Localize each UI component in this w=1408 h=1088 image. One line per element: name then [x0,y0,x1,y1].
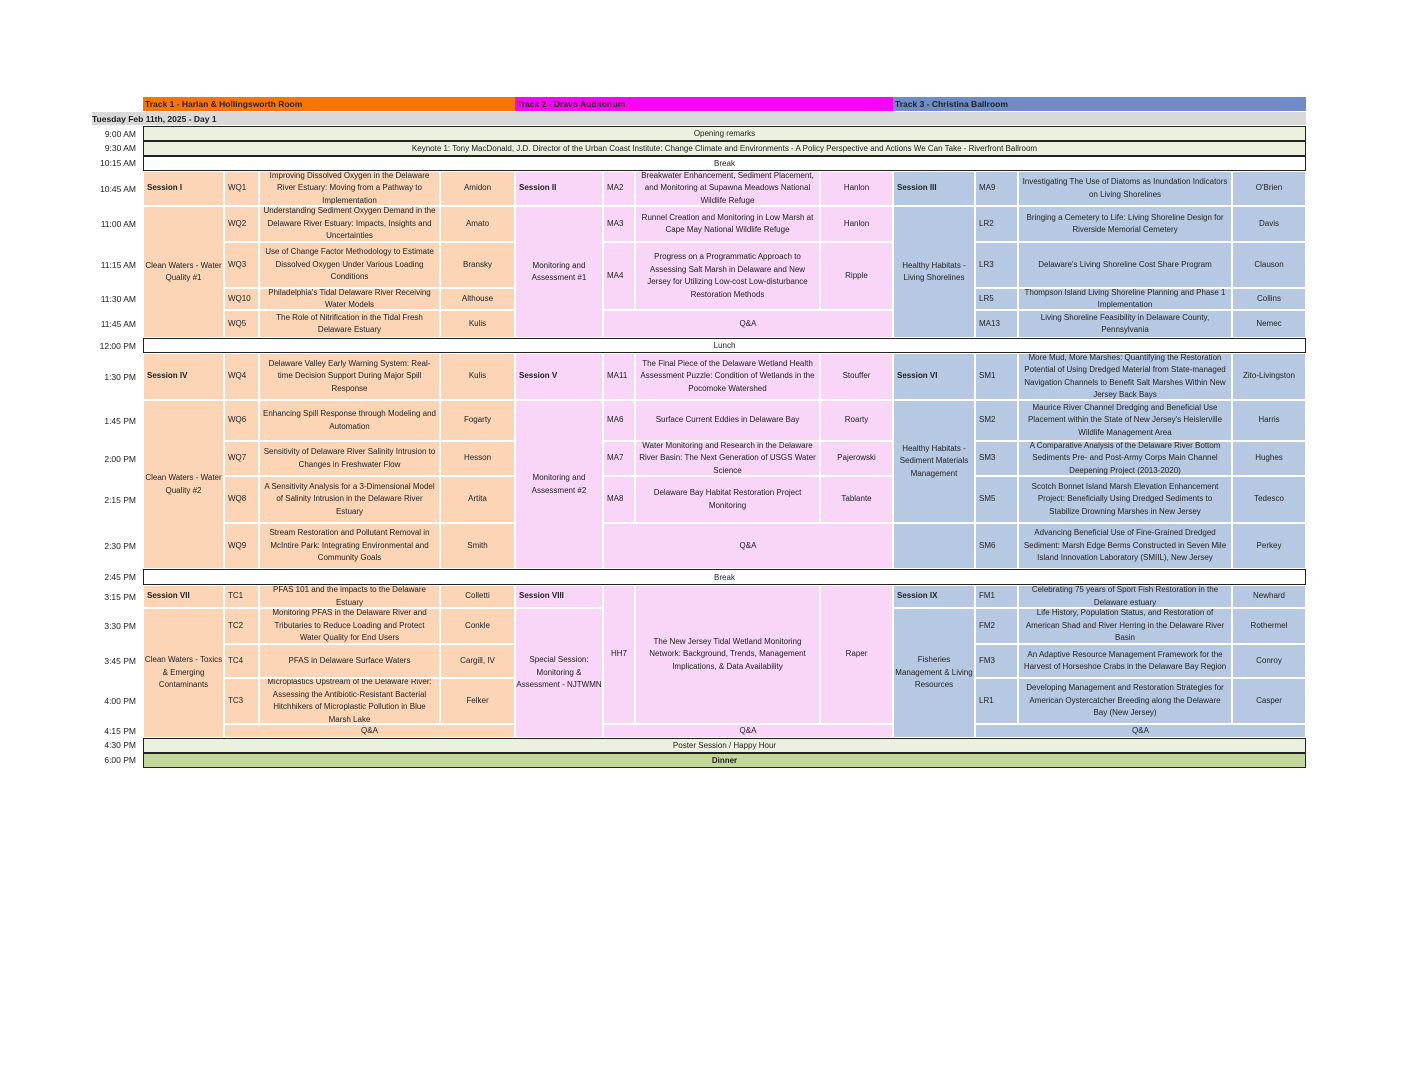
talk-author: Newhard [1232,585,1306,608]
talk-title[interactable]: Sensitivity of Delaware River Salinity Intrusion to Changes in Freshwater Flow [259,441,440,476]
talk-title[interactable]: Delaware Bay Habitat Restoration Project Monitoring [635,476,820,523]
session-topic: Fisheries Management & Living Resources [893,608,975,738]
talk-code: WQ7 [224,441,259,476]
time-label: 2:15 PM [104,494,136,505]
talk-code: MA2 [603,171,635,206]
time-label: 10:45 AM [100,183,136,194]
session-topic: Healthy Habitats - Living Shorelines [893,206,975,338]
talk-code: MA9 [975,171,1018,206]
talk-code: MA8 [603,476,635,523]
session-name: Session VII [143,585,224,608]
time-label: 4:00 PM [104,696,136,706]
talk-author: Fogarty [440,400,515,441]
talk-code: SM3 [975,441,1018,476]
lunch-row: Lunch [143,338,1306,353]
talk-title[interactable]: A Comparative Analysis of the Delaware River Bottom Sediments Pre- and Post-Army Corps Main Channel Deepening Project (2013-2020) [1018,441,1232,476]
talk-author: Kulis [440,310,515,338]
talk-author: Althouse [440,288,515,310]
talk-author: Roarty [820,400,893,441]
qa-cell: Q&A [603,310,893,338]
talk-author: Felker [440,678,515,724]
talk-author: Raper [820,585,893,724]
day-label: Tuesday Feb 11th, 2025 - Day 1 [92,113,217,124]
time-label: 2:45 PM [104,571,136,582]
time-label: 3:15 PM [104,591,136,602]
talk-author: Ripple [820,242,893,310]
time-label: 2:30 PM [104,541,136,551]
time-label: 1:45 PM [104,415,136,426]
talk-title[interactable]: The Role of Nitrification in the Tidal Fresh Delaware Estuary [259,310,440,338]
talk-author: Amato [440,206,515,242]
talk-title[interactable]: Delaware's Living Shoreline Cost Share Program [1018,242,1232,288]
talk-code: SM6 [975,523,1018,569]
track-2-header: Track 2 - Dravo Auditorium [515,97,893,111]
talk-code: LR1 [975,678,1018,724]
time-label: 3:45 PM [104,656,136,666]
dinner-row: Dinner [143,753,1306,768]
talk-author: Cargill, IV [440,644,515,678]
talk-title[interactable]: PFAS in Delaware Surface Waters [259,644,440,678]
talk-code: MA3 [603,206,635,242]
talk-author: Nemec [1232,310,1306,338]
talk-title[interactable]: Improving Dissolved Oxygen in the Delaware River Estuary: Moving from a Pathway to Implementation [259,171,440,206]
talk-title[interactable]: Investigating The Use of Diatoms as Inundation Indicators on Living Shorelines [1018,171,1232,206]
talk-author: Hanlon [820,206,893,242]
talk-code: LR2 [975,206,1018,242]
talk-code: FM1 [975,585,1018,608]
talk-author: Zito-Livingston [1232,353,1306,400]
time-label: 11:30 AM [100,294,136,304]
talk-code: HH7 [603,585,635,724]
talk-code: WQ1 [224,171,259,206]
talk-title[interactable]: More Mud, More Marshes: Quantifying the Restoration Potential of Using Dredged Material from State-managed Navigation Channels to Benefit Salt Marshes Within New Jersey Back Bays [1018,353,1232,400]
talk-author: Smith [440,523,515,569]
keynote-row: Keynote 1: Tony MacDonald, J.D. Director of the Urban Coast Institute: Change Climate and Environments - A Policy Perspective and Actions We Can Take - Riverfront Ballroom [143,141,1306,156]
talk-author: Perkey [1232,523,1306,569]
session-name: Session II [515,171,603,206]
session-name: Session V [515,353,603,400]
session-topic: Monitoring and Assessment #2 [515,400,603,569]
talk-code: MA7 [603,441,635,476]
session-topic: Clean Waters - Toxics & Emerging Contaminants [143,608,224,738]
talk-code: TC2 [224,608,259,644]
break-row: Break [143,569,1306,585]
time-label: 3:30 PM [104,621,136,631]
session-name: Session III [893,171,975,206]
session-name: Session IX [893,585,975,608]
talk-title[interactable]: A Sensitivity Analysis for a 3-Dimensional Model of Salinity Intrusion in the Delaware River Estuary [259,476,440,523]
session-topic: Monitoring and Assessment #1 [515,206,603,338]
talk-code: SM1 [975,353,1018,400]
talk-title[interactable]: Breakwater Enhancement, Sediment Placement, and Monitoring at Supawna Meadows National Wildlife Refuge [635,171,820,206]
time-label: 10:15 AM [100,158,136,168]
talk-author: Hanlon [820,171,893,206]
talk-title[interactable]: Understanding Sediment Oxygen Demand in the Delaware River Estuary: Impacts, Insights and Uncertainties [259,206,440,242]
talk-code: MA11 [603,353,635,400]
talk-author: Conroy [1232,644,1306,678]
talk-code: MA13 [975,310,1018,338]
talk-author: Pajerowski [820,441,893,476]
time-label: 11:15 AM [100,260,136,270]
talk-code: MA6 [603,400,635,441]
talk-title[interactable]: An Adaptive Resource Management Framework for the Harvest of Horseshoe Crabs in the Delaware Bay Region [1018,644,1232,678]
session-name: Session I [143,171,224,206]
talk-code: TC3 [224,678,259,724]
talk-author: Davis [1232,206,1306,242]
talk-title[interactable]: Advancing Beneficial Use of Fine-Grained Dredged Sediment: Marsh Edge Berms Constructed in Seven Mile Island Innovation Laboratory (SMIIL), New Jersey [1018,523,1232,569]
talk-author: Rothermel [1232,608,1306,644]
talk-code: TC4 [224,644,259,678]
talk-code: WQ6 [224,400,259,441]
talk-title[interactable]: Philadelphia's Tidal Delaware River Receiving Water Models [259,288,440,310]
talk-code: FM2 [975,608,1018,644]
talk-code: WQ5 [224,310,259,338]
talk-code: SM2 [975,400,1018,441]
session-name: Session IV [143,353,224,400]
talk-author: Hughes [1232,441,1306,476]
talk-title[interactable]: Developing Management and Restoration Strategies for American Oystercatcher Breeding along the Delaware Bay (New Jersey) [1018,678,1232,724]
talk-author: Clauson [1232,242,1306,288]
talk-code: WQ3 [224,242,259,288]
talk-code: FM3 [975,644,1018,678]
talk-author: Colletti [440,585,515,608]
talk-author: Kulis [440,353,515,400]
talk-author: Tablante [820,476,893,523]
poster-session-row: Poster Session / Happy Hour [143,738,1306,753]
talk-title[interactable]: The Final Piece of the Delaware Wetland Health Assessment Puzzle: Condition of Wetlands in the Pocomoke Watershed [635,353,820,400]
talk-title[interactable]: Living Shoreline Feasibility in Delaware County, Pennsylvania [1018,310,1232,338]
qa-cell: Q&A [975,724,1306,738]
talk-title[interactable]: Life History, Population Status, and Restoration of American Shad and River Herring in the Delaware River Basin [1018,608,1232,644]
talk-code: SM5 [975,476,1018,523]
qa-cell: Q&A [603,523,893,569]
time-label: 11:45 AM [100,319,136,329]
track-1-header: Track 1 - Harlan & Hollingsworth Room [143,97,515,111]
talk-title[interactable]: The New Jersey Tidal Wetland Monitoring Network: Background, Trends, Management Implications, & Data Availability [635,585,820,724]
time-label: 4:30 PM [104,740,136,750]
time-label: 2:00 PM [104,453,136,464]
track-3-header: Track 3 - Christina Ballroom [893,97,1306,111]
session-empty-cell [893,523,975,569]
talk-title[interactable]: Thompson Island Living Shoreline Planning and Phase 1 Implementation [1018,288,1232,310]
talk-author: Hesson [440,441,515,476]
talk-author: Amidon [440,171,515,206]
talk-title[interactable]: PFAS 101 and the impacts to the Delaware Estuary [259,585,440,608]
talk-code: WQ4 [224,353,259,400]
talk-code: MA4 [603,242,635,310]
session-topic: Healthy Habitats - Sediment Materials Management [893,400,975,523]
time-label: 6:00 PM [104,755,136,765]
break-row: Break [143,156,1306,171]
talk-author: O'Brien [1232,171,1306,206]
talk-author: Bransky [440,242,515,288]
talk-title[interactable]: Runnel Creation and Monitoring in Low Marsh at Cape May National Wildlife Refuge [635,206,820,242]
time-label: 9:30 AM [104,143,136,153]
time-label: 11:00 AM [100,219,136,229]
talk-title[interactable]: Water Monitoring and Research in the Delaware River Basin: The Next Generation of USGS Water Science [635,441,820,476]
time-label: 9:00 AM [104,128,136,139]
opening-remarks-row: Opening remarks [143,126,1306,141]
talk-code: TC1 [224,585,259,608]
talk-author: Collins [1232,288,1306,310]
time-label: 12:00 PM [99,340,136,351]
talk-title[interactable]: Surface Current Eddies in Delaware Bay [635,400,820,441]
talk-title[interactable]: Scotch Bonnet Island Marsh Elevation Enhancement Project: Beneficially Using Dredged Sediments to Stabilize Drowning Marshes in New Jersey [1018,476,1232,523]
talk-title[interactable]: Microplastics Upstream of the Delaware River: Assessing the Antibiotic-Resistant Bacterial Hitchhikers of Microplastic Pollution in Blue Marsh Lake [259,678,440,724]
talk-title[interactable]: Monitoring PFAS in the Delaware River and Tributaries to Reduce Loading and Protect Water Quality for End Users [259,608,440,644]
talk-code: WQ8 [224,476,259,523]
talk-title[interactable]: Enhancing Spill Response through Modeling and Automation [259,400,440,441]
qa-cell: Q&A [603,724,893,738]
talk-title[interactable]: Use of Change Factor Methodology to Estimate Dissolved Oxygen Under Various Loading Conditions [259,242,440,288]
talk-author: Conkle [440,608,515,644]
talk-title[interactable]: Stream Restoration and Pollutant Removal in McIntire Park: Integrating Environmental and Community Goals [259,523,440,569]
session-topic: Clean Waters - Water Quality #2 [143,400,224,569]
talk-author: Harris [1232,400,1306,441]
qa-cell: Q&A [224,724,515,738]
talk-title[interactable]: Celebrating 75 years of Sport Fish Restoration in the Delaware estuary [1018,585,1232,608]
talk-code: LR3 [975,242,1018,288]
session-topic: Clean Waters - Water Quality #1 [143,206,224,338]
talk-author: Stouffer [820,353,893,400]
talk-code: LR5 [975,288,1018,310]
time-label: 1:30 PM [104,371,136,382]
day-label-bar [92,112,1306,125]
talk-title[interactable]: Delaware Valley Early Warning System: Real-time Decision Support During Major Spill Response [259,353,440,400]
session-name: Session VI [893,353,975,400]
talk-author: Artita [440,476,515,523]
talk-author: Tedesco [1232,476,1306,523]
talk-code: WQ9 [224,523,259,569]
session-topic: Special Session: Monitoring & Assessment - NJTWMN [515,608,603,738]
talk-title[interactable]: Progress on a Programmatic Approach to Assessing Salt Marsh in Delaware and New Jersey for Utilizing Low-cost Low-disturbance Restoration Methods [635,242,820,310]
talk-title[interactable]: Maurice River Channel Dredging and Beneficial Use Placement within the State of New Jersey's Heislerville Wildlife Management Area [1018,400,1232,441]
talk-author: Casper [1232,678,1306,724]
time-label: 4:15 PM [104,726,136,736]
session-name: Session VIII [515,585,603,608]
talk-title[interactable]: Bringing a Cemetery to Life: Living Shoreline Design for Riverside Memorial Cemetery [1018,206,1232,242]
talk-code: WQ2 [224,206,259,242]
talk-code: WQ10 [224,288,259,310]
